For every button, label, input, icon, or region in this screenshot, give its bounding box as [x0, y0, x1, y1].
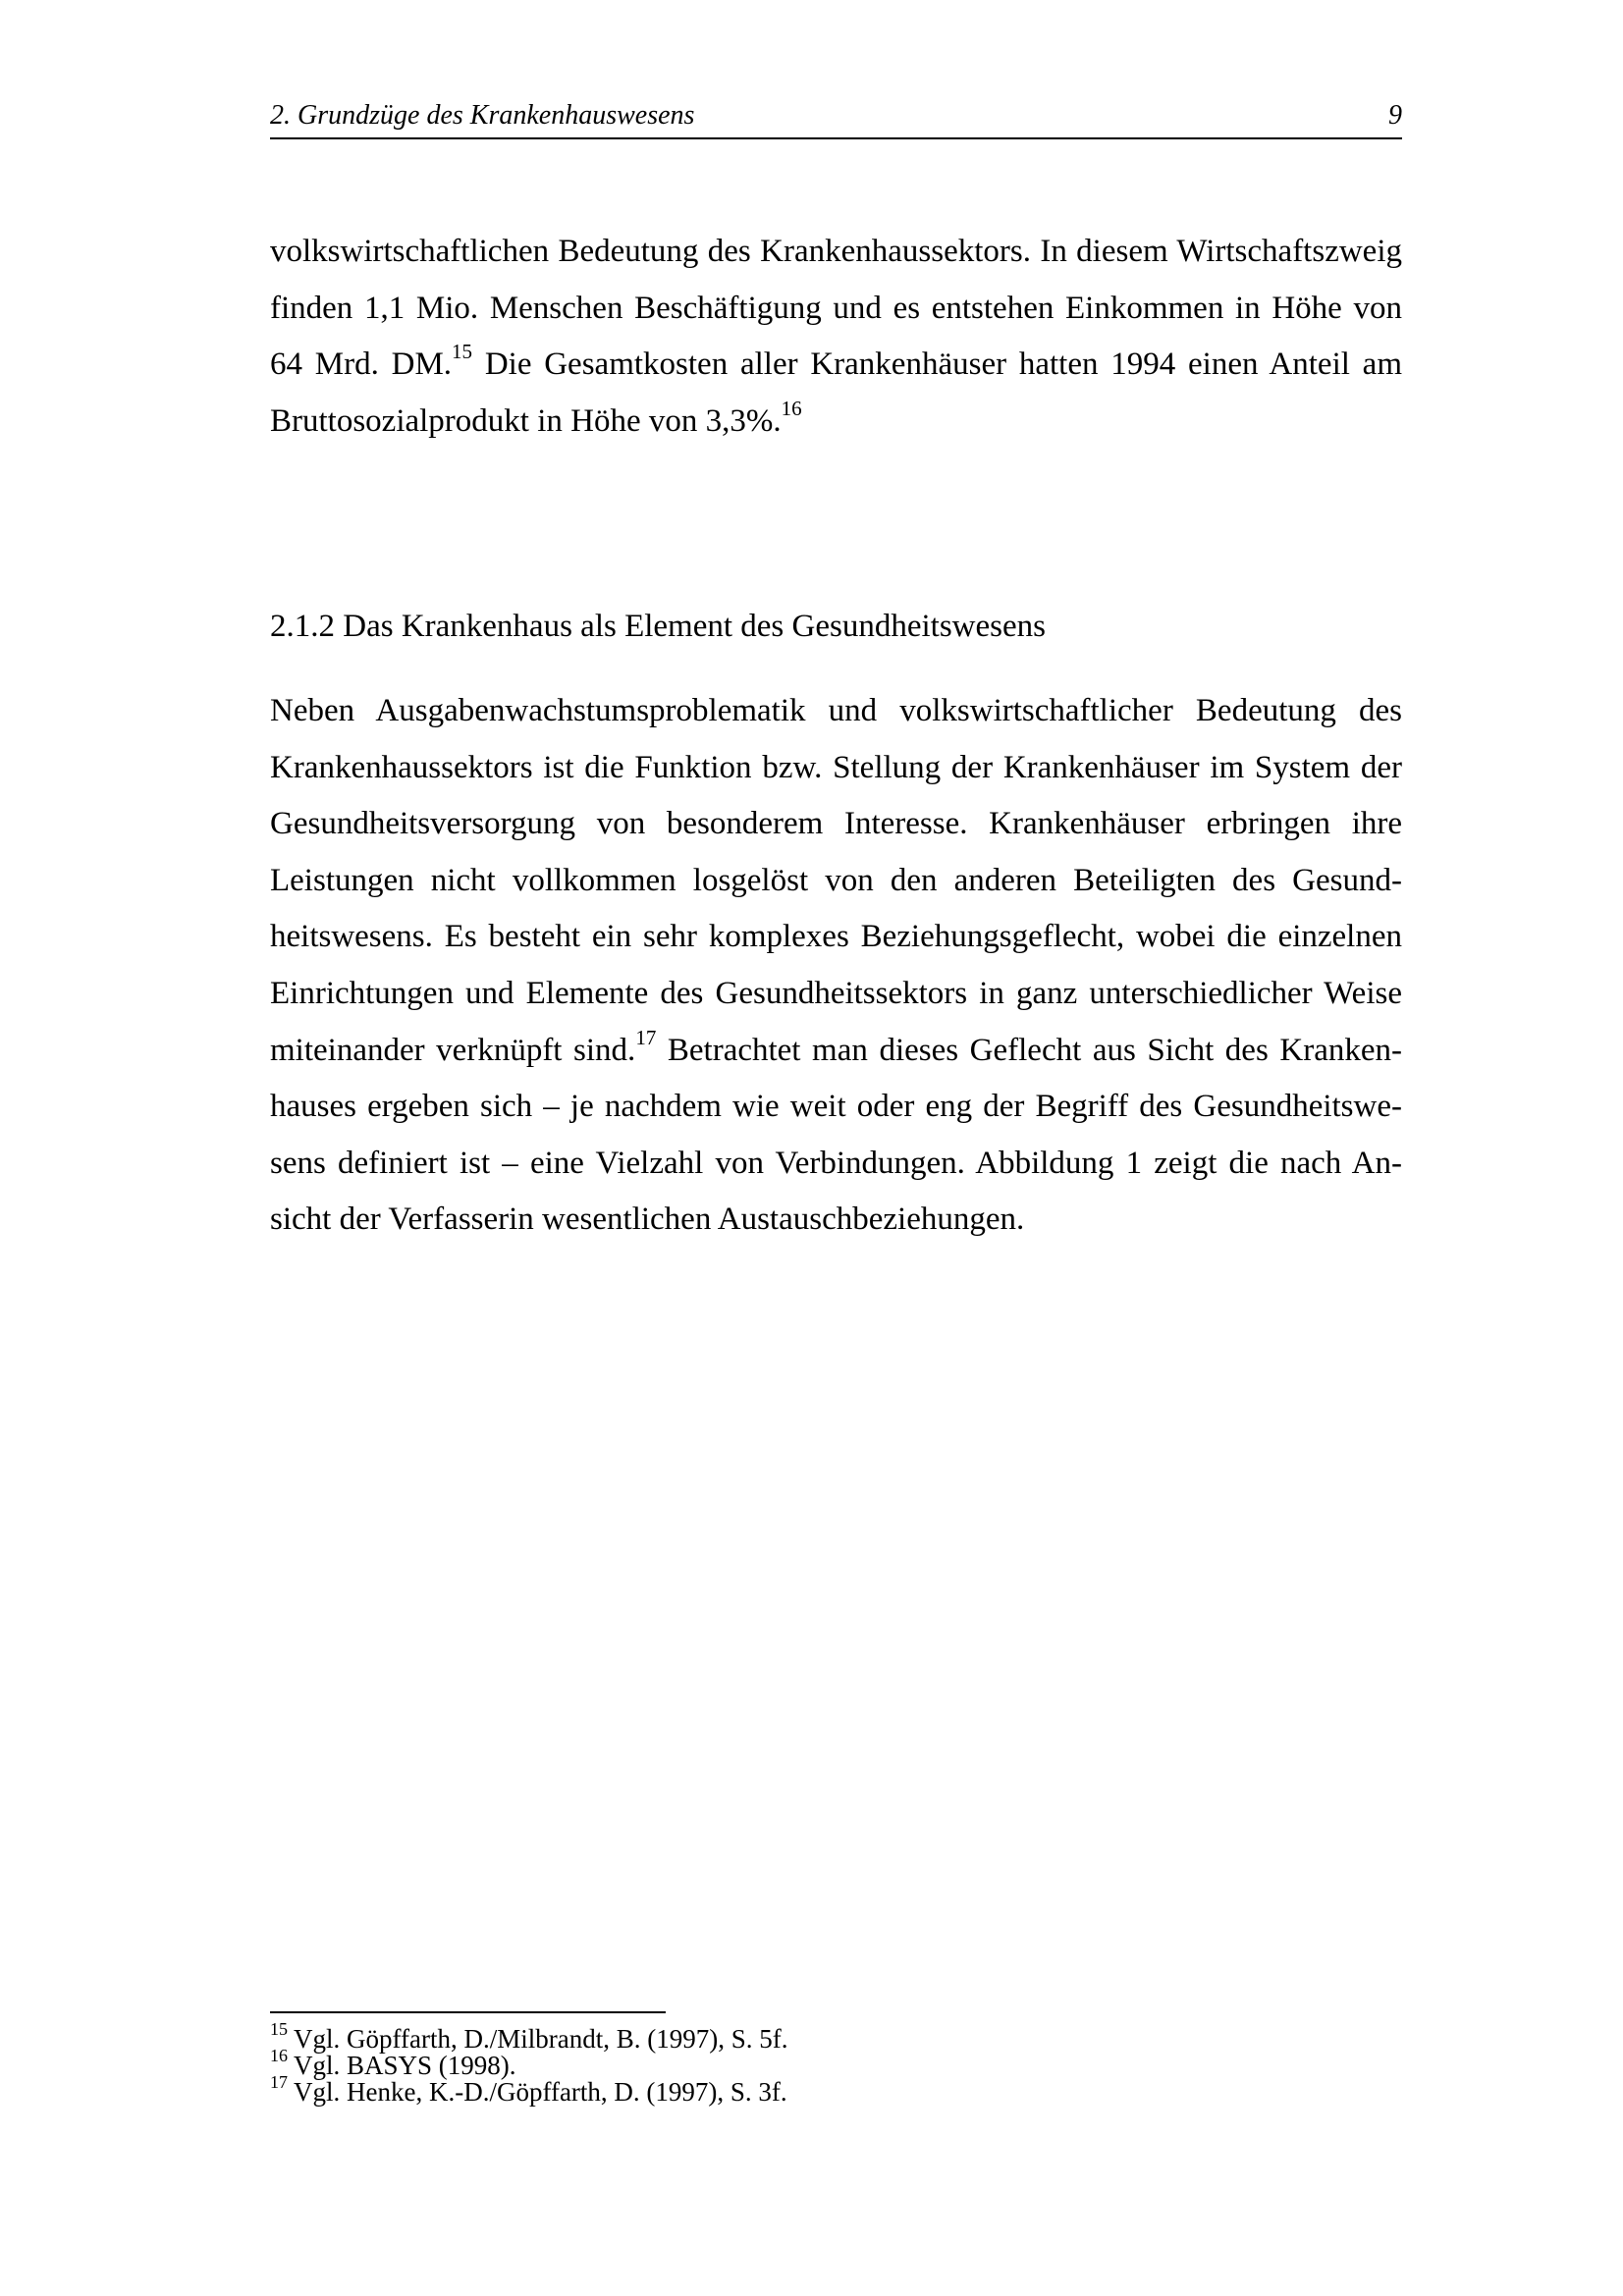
page-number: 9: [1388, 100, 1402, 131]
paragraph-2-text-b: Betrachtet man dieses Geflecht aus Sicht des Krankenhauses ergeben sich – je nachdem wie weit oder eng der Begriff des Gesundheitswesens definiert ist – eine Vielzahl von Verbindungen. Abbildung 1 zeigt die nach Ansicht der Verfasserin wesentlichen Austauschbeziehungen.: [270, 1032, 1402, 1238]
footnote-text: Vgl. BASYS (1998).: [294, 2051, 516, 2080]
body-paragraph-1: [270, 224, 1402, 450]
footnote-text: Vgl. Göpffarth, D./Milbrandt, B. (1997), S. 5f.: [294, 2024, 788, 2054]
footnote-number: 17: [270, 2072, 288, 2092]
paragraph-1-text-b: Die Gesamtkosten aller Krankenhäuser hatten 1994 einen Anteil am Bruttosozialprodukt in Höhe von 3,3%.: [270, 347, 1402, 439]
footnote-ref-16: 16: [781, 396, 802, 420]
footnote-separator: [270, 2011, 666, 2013]
footnotes: [270, 2019, 1154, 2107]
footnote-17: [270, 2072, 1154, 2107]
footnote-ref-17: 17: [635, 1025, 657, 1049]
paragraph-2-text-a: Neben Ausgabenwachstumsproblematik und volkswirtschaftlicher Bedeutung des Krankenhaussektors ist die Funktion bzw. Stellung der Krankenhäuser im System der Gesundheitsversorgung von besonderem Interesse. Krankenhäuser erbringen ihre Leistungen nicht vollkommen losgelöst von den anderen Beteiligten des Gesundheitswesens. Es besteht ein sehr komplexes Beziehungsgeflecht, wobei die einzelnen Einrichtungen und Elemente des Gesundheitssektors in ganz unterschiedlicher Weise miteinander verknüpft sind.: [270, 693, 1402, 1068]
footnote-16: [270, 2046, 1154, 2080]
section-heading: 2.1.2 Das Krankenhaus als Element des Gesundheitswesens: [270, 609, 1046, 644]
footnote-number: 15: [270, 2019, 288, 2039]
footnote-15: [270, 2019, 1154, 2054]
body-paragraph-2: [270, 683, 1402, 1249]
paragraph-1-text-a: volkswirtschaftlichen Bedeutung des Krankenhaussektors. In diesem Wirtschaftszweig finden 1,1 Mio. Menschen Beschäftigung und es entstehen Einkommen in Höhe von 64 Mrd. DM.: [270, 234, 1402, 383]
footnote-ref-15: 15: [452, 340, 473, 364]
footnote-number: 16: [270, 2046, 288, 2065]
chapter-title: 2. Grundzüge des Krankenhauswesens: [270, 100, 695, 131]
footnote-text: Vgl. Henke, K.-D./Göpffarth, D. (1997), S. 3f.: [294, 2077, 787, 2107]
running-header: [270, 96, 1402, 139]
